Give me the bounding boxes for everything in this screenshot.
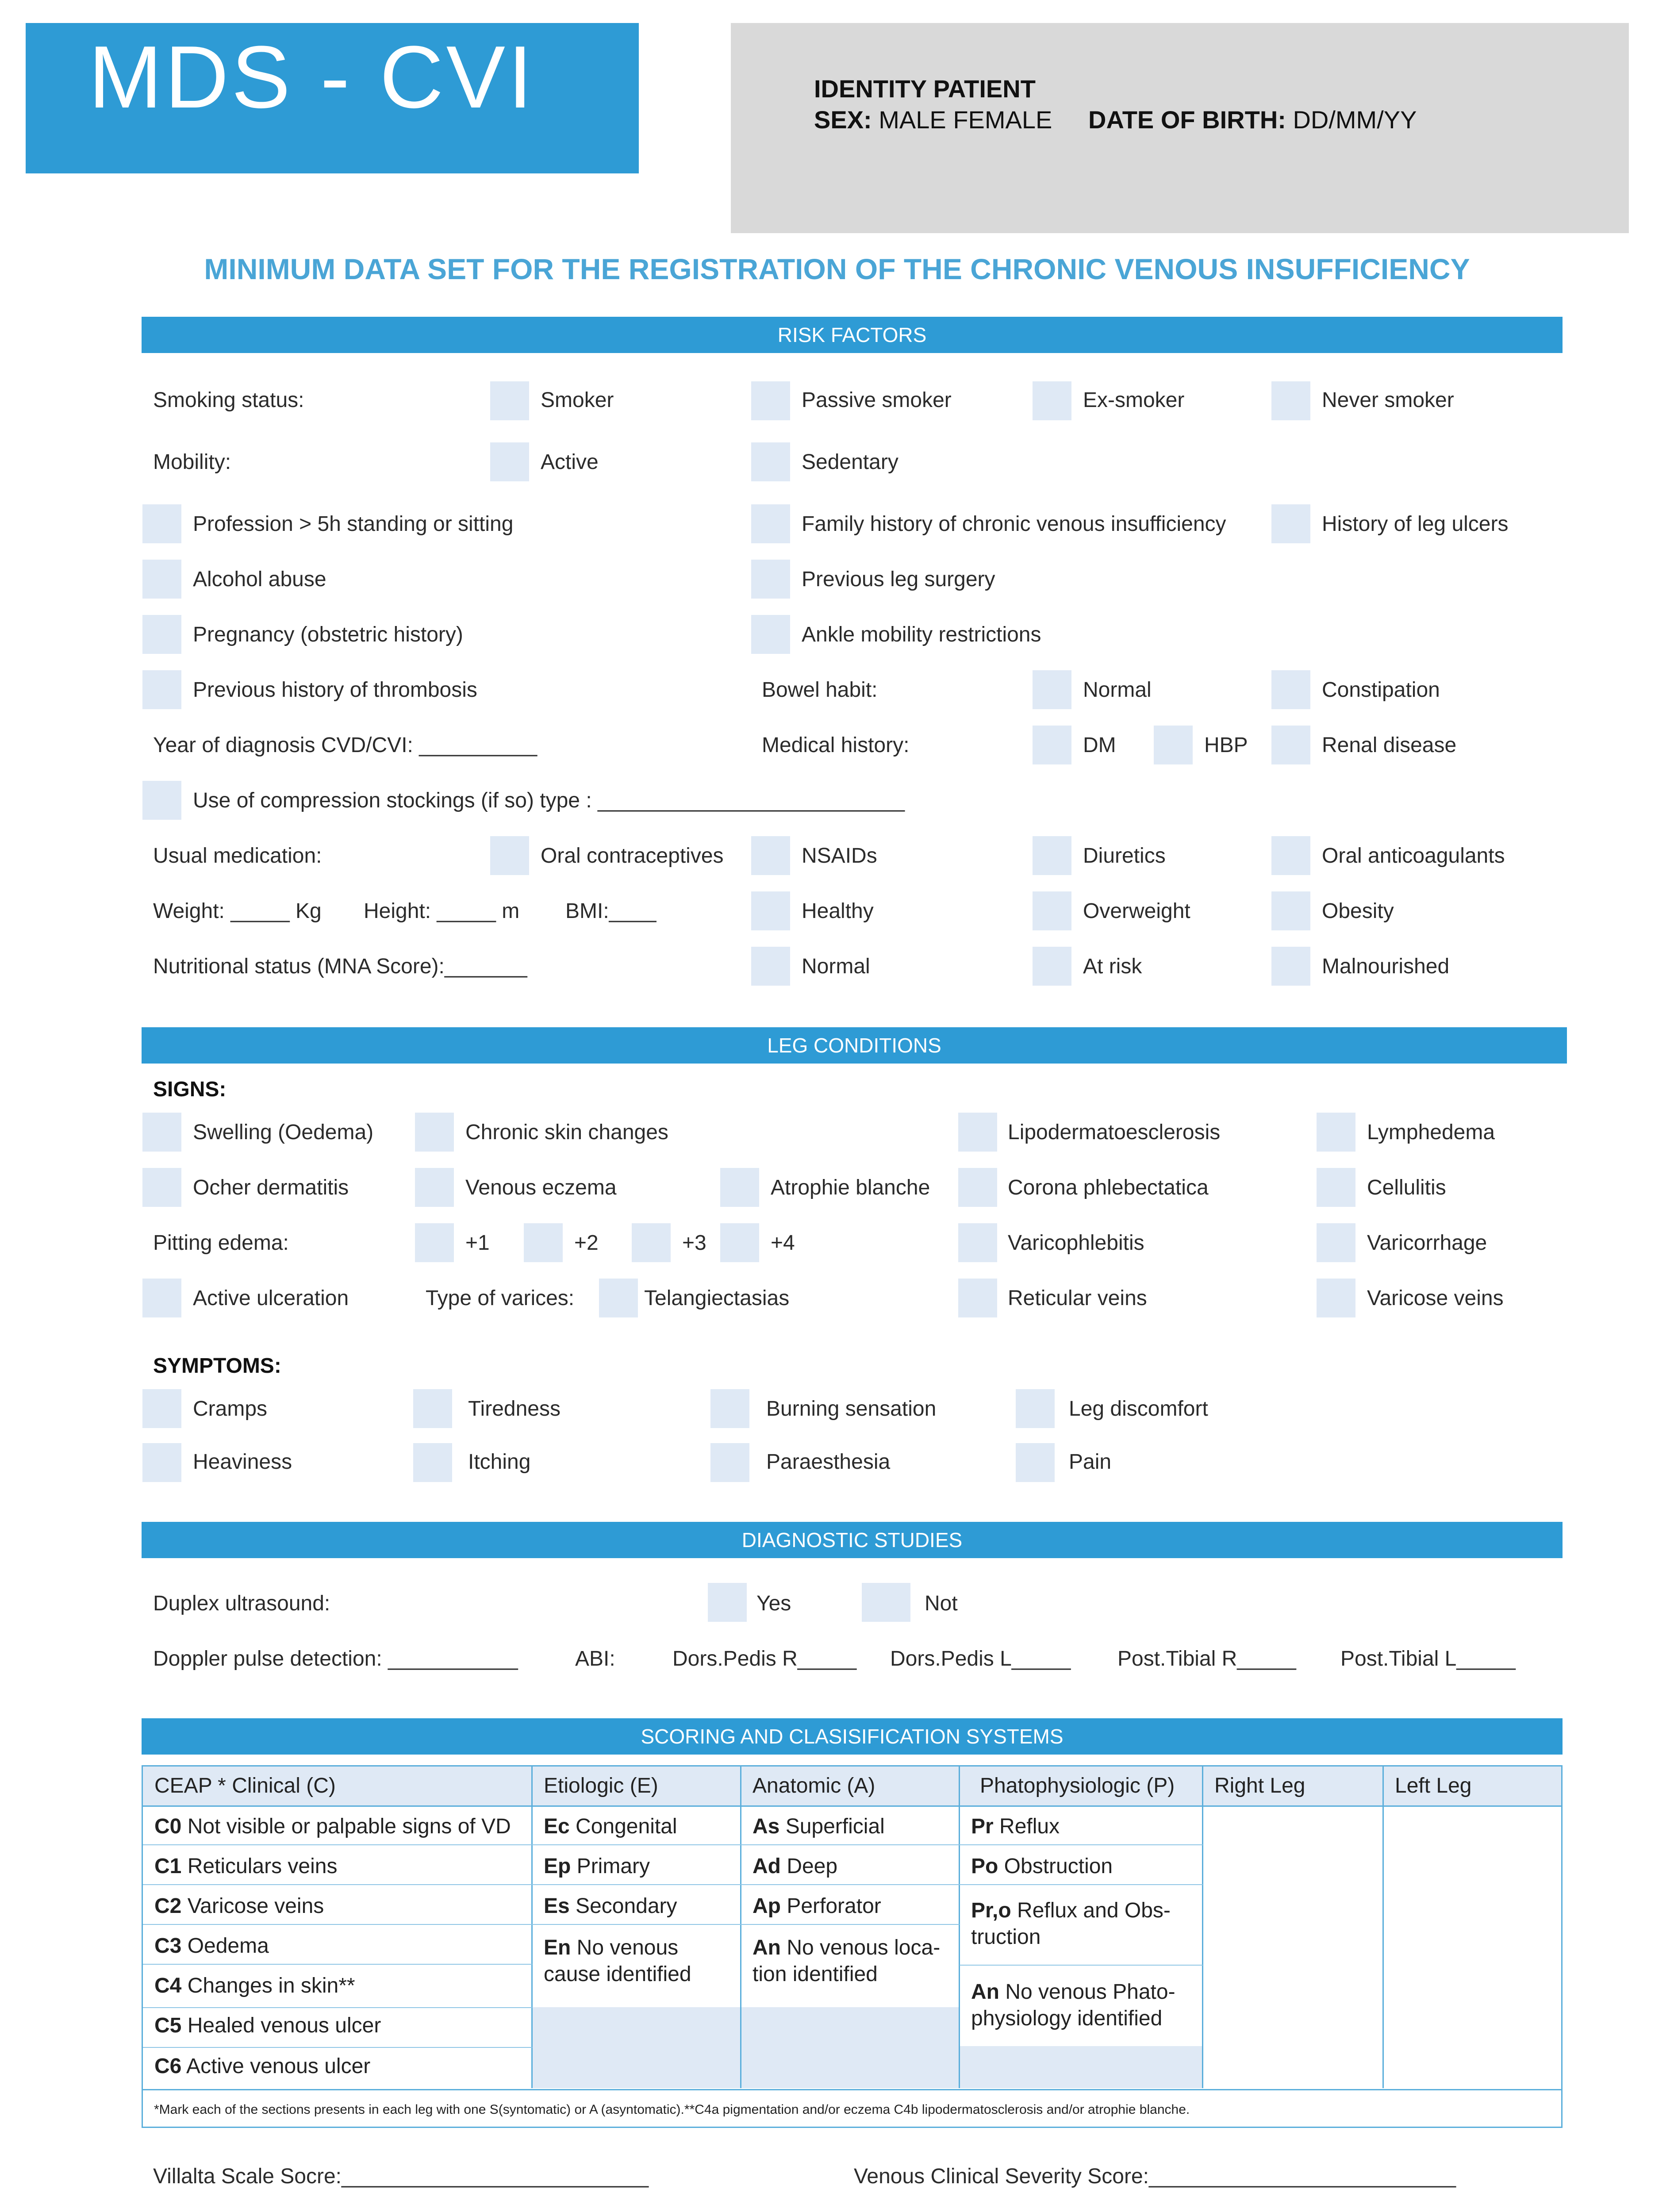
thrombosis-checkbox[interactable] — [142, 670, 181, 709]
etiologic-en: En No venous cause identified — [544, 1936, 691, 1986]
previous-leg-surgery-label: Previous leg surgery — [802, 568, 995, 591]
sex-field[interactable]: SEX: MALE FEMALE — [814, 106, 1052, 134]
bmi-field[interactable]: BMI:____ — [565, 899, 657, 923]
itching-checkbox[interactable] — [413, 1443, 452, 1482]
diagnostic-heading: DIAGNOSTIC STUDIES — [142, 1522, 1563, 1558]
corona-label: Corona phlebectatica — [1008, 1176, 1209, 1199]
weight-field[interactable]: Weight: _____ Kg — [153, 899, 322, 923]
profession-label: Profession > 5h standing or sitting — [193, 512, 514, 536]
anatomic-ap: Ap Perforator — [753, 1894, 881, 1918]
pitting-2-label: +2 — [574, 1231, 599, 1255]
dors-pedis-r-field[interactable]: Dors.Pedis R_____ — [672, 1647, 857, 1671]
itching-label: Itching — [468, 1450, 531, 1474]
pitting-1-label: +1 — [465, 1231, 490, 1255]
header-etiologic: Etiologic (E) — [532, 1767, 741, 1805]
column-divider — [1382, 1767, 1384, 2088]
telangiectasias-label: Telangiectasias — [644, 1286, 790, 1310]
clinical-c4: C4 Changes in skin** — [154, 1974, 355, 1997]
corona-checkbox[interactable] — [958, 1168, 997, 1207]
compression-field[interactable]: Use of compression stockings (if so) type : __________________________ — [193, 789, 905, 812]
family-history-label: Family history of chronic venous insufficiency — [802, 512, 1226, 536]
ceap-table — [142, 1765, 1563, 2090]
reticular-checkbox[interactable] — [958, 1279, 997, 1317]
clinical-c1: C1 Reticulars veins — [154, 1855, 338, 1878]
healthy-label: Healthy — [802, 899, 874, 923]
empty-cell-pathophysiologic — [960, 2046, 1203, 2088]
leg-discomfort-label: Leg discomfort — [1069, 1397, 1208, 1421]
varicophlebitis-checkbox[interactable] — [958, 1223, 997, 1262]
swelling-checkbox[interactable] — [142, 1113, 181, 1152]
main-title: MINIMUM DATA SET FOR THE REGISTRATION OF THE CHRONIC VENOUS INSUFFICIENCY — [204, 253, 1470, 285]
atrophie-checkbox[interactable] — [720, 1168, 759, 1207]
at-risk-checkbox[interactable] — [1033, 947, 1071, 986]
year-diagnosis-field[interactable]: Year of diagnosis CVD/CVI: __________ — [153, 733, 538, 757]
nsaids-label: NSAIDs — [802, 844, 877, 868]
compression-checkbox[interactable] — [142, 781, 181, 820]
leg-discomfort-checkbox[interactable] — [1016, 1389, 1055, 1428]
varicorrhage-checkbox[interactable] — [1317, 1223, 1355, 1262]
mobility-label: Mobility: — [153, 450, 231, 474]
clinical-c2: C2 Varicose veins — [154, 1894, 324, 1918]
ex-smoker-checkbox[interactable] — [1033, 381, 1071, 420]
oral-contraceptives-checkbox[interactable] — [490, 836, 529, 875]
villalta-score-field[interactable]: Villalta Scale Socre:__________________________ — [153, 2165, 649, 2188]
signs-label: SIGNS: — [153, 1078, 227, 1101]
thrombosis-label: Previous history of thrombosis — [193, 678, 477, 702]
height-field[interactable]: Height: _____ m — [364, 899, 520, 923]
at-risk-label: At risk — [1083, 955, 1142, 978]
nutritional-field[interactable]: Nutritional status (MNA Score):_______ — [153, 955, 527, 978]
active-ulceration-checkbox[interactable] — [142, 1279, 181, 1317]
never-smoker-checkbox[interactable] — [1271, 381, 1310, 420]
pitting-2-checkbox[interactable] — [524, 1223, 563, 1262]
active-ulceration-label: Active ulceration — [193, 1286, 349, 1310]
pitting-4-checkbox[interactable] — [720, 1223, 759, 1262]
vcss-field[interactable]: Venous Clinical Severity Score:__________________________ — [854, 2165, 1456, 2188]
duplex-not-checkbox[interactable] — [862, 1583, 910, 1622]
patho-pro: Pr,o Reflux and Obs- truction — [971, 1899, 1171, 1949]
sedentary-label: Sedentary — [802, 450, 898, 474]
ocher-checkbox[interactable] — [142, 1168, 181, 1207]
history-leg-ulcers-checkbox[interactable] — [1271, 504, 1310, 543]
active-label: Active — [541, 450, 599, 474]
duplex-not-label: Not — [925, 1592, 958, 1615]
tiredness-label: Tiredness — [468, 1397, 561, 1421]
row-divider — [143, 2047, 532, 2048]
varicophlebitis-label: Varicophlebitis — [1008, 1231, 1144, 1255]
abi-label: ABI: — [575, 1647, 615, 1671]
overweight-checkbox[interactable] — [1033, 891, 1071, 930]
header-pathophysiologic: Phatophysiologic (P) — [960, 1767, 1203, 1805]
clinical-c0: C0 Not visible or palpable signs of VD — [154, 1815, 511, 1838]
obesity-label: Obesity — [1322, 899, 1394, 923]
post-tibial-l-field[interactable]: Post.Tibial L_____ — [1340, 1647, 1516, 1671]
dm-checkbox[interactable] — [1033, 726, 1071, 764]
header-anatomic: Anatomic (A) — [741, 1767, 960, 1805]
pitting-3-checkbox[interactable] — [632, 1223, 671, 1262]
constipation-label: Constipation — [1322, 678, 1440, 702]
swelling-label: Swelling (Oedema) — [193, 1121, 374, 1144]
cramps-checkbox[interactable] — [142, 1389, 181, 1428]
etiologic-ep: Ep Primary — [544, 1855, 650, 1878]
patho-pr: Pr Reflux — [971, 1815, 1060, 1838]
header-left-leg: Left Leg — [1383, 1767, 1561, 1805]
pain-label: Pain — [1069, 1450, 1112, 1474]
never-smoker-label: Never smoker — [1322, 388, 1454, 412]
chronic-skin-label: Chronic skin changes — [465, 1121, 668, 1144]
constipation-checkbox[interactable] — [1271, 670, 1310, 709]
medical-history-label: Medical history: — [762, 733, 910, 757]
row-divider — [143, 1964, 532, 1965]
row-divider — [143, 1924, 960, 1925]
paraesthesia-label: Paraesthesia — [766, 1450, 891, 1474]
tiredness-checkbox[interactable] — [413, 1389, 452, 1428]
row-divider — [143, 2007, 532, 2008]
reticular-label: Reticular veins — [1008, 1286, 1147, 1310]
identity-label: IDENTITY PATIENT — [814, 75, 1036, 103]
dors-pedis-l-field[interactable]: Dors.Pedis L_____ — [890, 1647, 1071, 1671]
active-checkbox[interactable] — [490, 442, 529, 481]
malnourished-checkbox[interactable] — [1271, 947, 1310, 986]
hbp-checkbox[interactable] — [1154, 726, 1193, 764]
burning-checkbox[interactable] — [710, 1389, 749, 1428]
venous-eczema-label: Venous eczema — [465, 1176, 617, 1199]
clinical-c6: C6 Active venous ulcer — [154, 2055, 371, 2078]
healthy-checkbox[interactable] — [751, 891, 790, 930]
footnote: *Mark each of the sections presents in each leg with one S(syntomatic) or A (asyntomatic).**C4a pigmentation and/or eczema C4b lipodermatosclerosis and/or atrophie blanche. — [154, 2102, 1190, 2117]
varicose-checkbox[interactable] — [1317, 1279, 1355, 1317]
diuretics-checkbox[interactable] — [1033, 836, 1071, 875]
doppler-field[interactable]: Doppler pulse detection: ___________ — [153, 1647, 518, 1671]
lipodermato-checkbox[interactable] — [958, 1113, 997, 1152]
history-leg-ulcers-label: History of leg ulcers — [1322, 512, 1509, 536]
symptoms-label: SYMPTOMS: — [153, 1354, 281, 1378]
smoker-checkbox[interactable] — [490, 381, 529, 420]
medication-label: Usual medication: — [153, 844, 322, 868]
obesity-checkbox[interactable] — [1271, 891, 1310, 930]
etiologic-ec: Ec Congenital — [544, 1815, 677, 1838]
lymphedema-label: Lymphedema — [1367, 1121, 1495, 1144]
lipodermato-label: Lipodermatoesclerosis — [1008, 1121, 1221, 1144]
alcohol-abuse-checkbox[interactable] — [142, 560, 181, 599]
duplex-yes-label: Yes — [756, 1592, 791, 1615]
venous-eczema-checkbox[interactable] — [415, 1168, 454, 1207]
varices-type-label: Type of varices: — [426, 1286, 575, 1310]
telangiectasias-checkbox[interactable] — [599, 1279, 638, 1317]
nsaids-checkbox[interactable] — [751, 836, 790, 875]
anatomic-an: An No venous loca- tion identified — [753, 1936, 941, 1986]
ankle-mobility-label: Ankle mobility restrictions — [802, 623, 1041, 646]
etiologic-es: Es Secondary — [544, 1894, 677, 1918]
pitting-4-label: +4 — [771, 1231, 795, 1255]
clinical-c3: C3 Oedema — [154, 1934, 269, 1958]
header-right-leg: Right Leg — [1203, 1767, 1383, 1805]
chronic-skin-checkbox[interactable] — [415, 1113, 454, 1152]
paraesthesia-checkbox[interactable] — [710, 1443, 749, 1482]
risk-factors-heading: RISK FACTORS — [142, 317, 1563, 353]
varicose-label: Varicose veins — [1367, 1286, 1504, 1310]
ankle-mobility-checkbox[interactable] — [751, 615, 790, 654]
pain-checkbox[interactable] — [1016, 1443, 1055, 1482]
patho-an: An No venous Phato- physiology identified — [971, 1980, 1175, 2030]
dm-label: DM — [1083, 733, 1116, 757]
row-divider — [143, 1884, 1203, 1885]
post-tibial-r-field[interactable]: Post.Tibial R_____ — [1117, 1647, 1296, 1671]
patho-po: Po Obstruction — [971, 1855, 1113, 1878]
heaviness-checkbox[interactable] — [142, 1443, 181, 1482]
smoker-label: Smoker — [541, 388, 614, 412]
anatomic-as: As Superficial — [753, 1815, 885, 1838]
header-ceap-clinical: CEAP * Clinical (C) — [143, 1767, 532, 1805]
smoking-label: Smoking status: — [153, 388, 304, 412]
left-leg-input[interactable] — [1383, 1805, 1561, 2088]
hbp-label: HBP — [1204, 733, 1248, 757]
right-leg-input[interactable] — [1203, 1805, 1383, 2088]
pitting-label: Pitting edema: — [153, 1231, 289, 1255]
family-history-checkbox[interactable] — [751, 504, 790, 543]
malnourished-label: Malnourished — [1322, 955, 1450, 978]
column-divider — [1202, 1767, 1203, 2088]
empty-cell-etiologic-anatomic — [532, 2007, 960, 2088]
anatomic-ad: Ad Deep — [753, 1855, 838, 1878]
oral-anticoagulants-checkbox[interactable] — [1271, 836, 1310, 875]
row-divider — [960, 1965, 1203, 1966]
cellulitis-checkbox[interactable] — [1317, 1168, 1355, 1207]
passive-smoker-label: Passive smoker — [802, 388, 952, 412]
overweight-label: Overweight — [1083, 899, 1190, 923]
heaviness-label: Heaviness — [193, 1450, 292, 1474]
cramps-label: Cramps — [193, 1397, 268, 1421]
leg-conditions-heading: LEG CONDITIONS — [142, 1027, 1567, 1064]
profession-checkbox[interactable] — [142, 504, 181, 543]
bowel-normal-checkbox[interactable] — [1033, 670, 1071, 709]
sedentary-checkbox[interactable] — [751, 442, 790, 481]
renal-disease-label: Renal disease — [1322, 733, 1457, 757]
scoring-heading: SCORING AND CLASISIFICATION SYSTEMS — [142, 1718, 1563, 1755]
clinical-c5: C5 Healed venous ulcer — [154, 2014, 381, 2037]
nutr-normal-label: Normal — [802, 955, 870, 978]
header-divider — [143, 1805, 1561, 1807]
lymphedema-checkbox[interactable] — [1317, 1113, 1355, 1152]
oral-contraceptives-label: Oral contraceptives — [541, 844, 724, 868]
ex-smoker-label: Ex-smoker — [1083, 388, 1185, 412]
previous-leg-surgery-checkbox[interactable] — [751, 560, 790, 599]
burning-label: Burning sensation — [766, 1397, 937, 1421]
atrophie-label: Atrophie blanche — [771, 1176, 930, 1199]
varicorrhage-label: Varicorrhage — [1367, 1231, 1487, 1255]
ocher-label: Ocher dermatitis — [193, 1176, 349, 1199]
pitting-1-checkbox[interactable] — [415, 1223, 454, 1262]
pitting-3-label: +3 — [682, 1231, 706, 1255]
cellulitis-label: Cellulitis — [1367, 1176, 1446, 1199]
pregnancy-checkbox[interactable] — [142, 615, 181, 654]
row-divider — [143, 1844, 1203, 1845]
oral-anticoagulants-label: Oral anticoagulants — [1322, 844, 1505, 868]
renal-disease-checkbox[interactable] — [1271, 726, 1310, 764]
pregnancy-label: Pregnancy (obstetric history) — [193, 623, 463, 646]
dob-field[interactable]: DATE OF BIRTH: DD/MM/YY — [1088, 106, 1417, 134]
bowel-habit-label: Bowel habit: — [762, 678, 878, 702]
alcohol-abuse-label: Alcohol abuse — [193, 568, 326, 591]
diuretics-label: Diuretics — [1083, 844, 1166, 868]
duplex-yes-checkbox[interactable] — [708, 1583, 747, 1622]
passive-smoker-checkbox[interactable] — [751, 381, 790, 420]
bowel-normal-label: Normal — [1083, 678, 1152, 702]
duplex-label: Duplex ultrasound: — [153, 1592, 330, 1615]
nutr-normal-checkbox[interactable] — [751, 947, 790, 986]
form-title: MDS - CVI — [88, 28, 535, 127]
